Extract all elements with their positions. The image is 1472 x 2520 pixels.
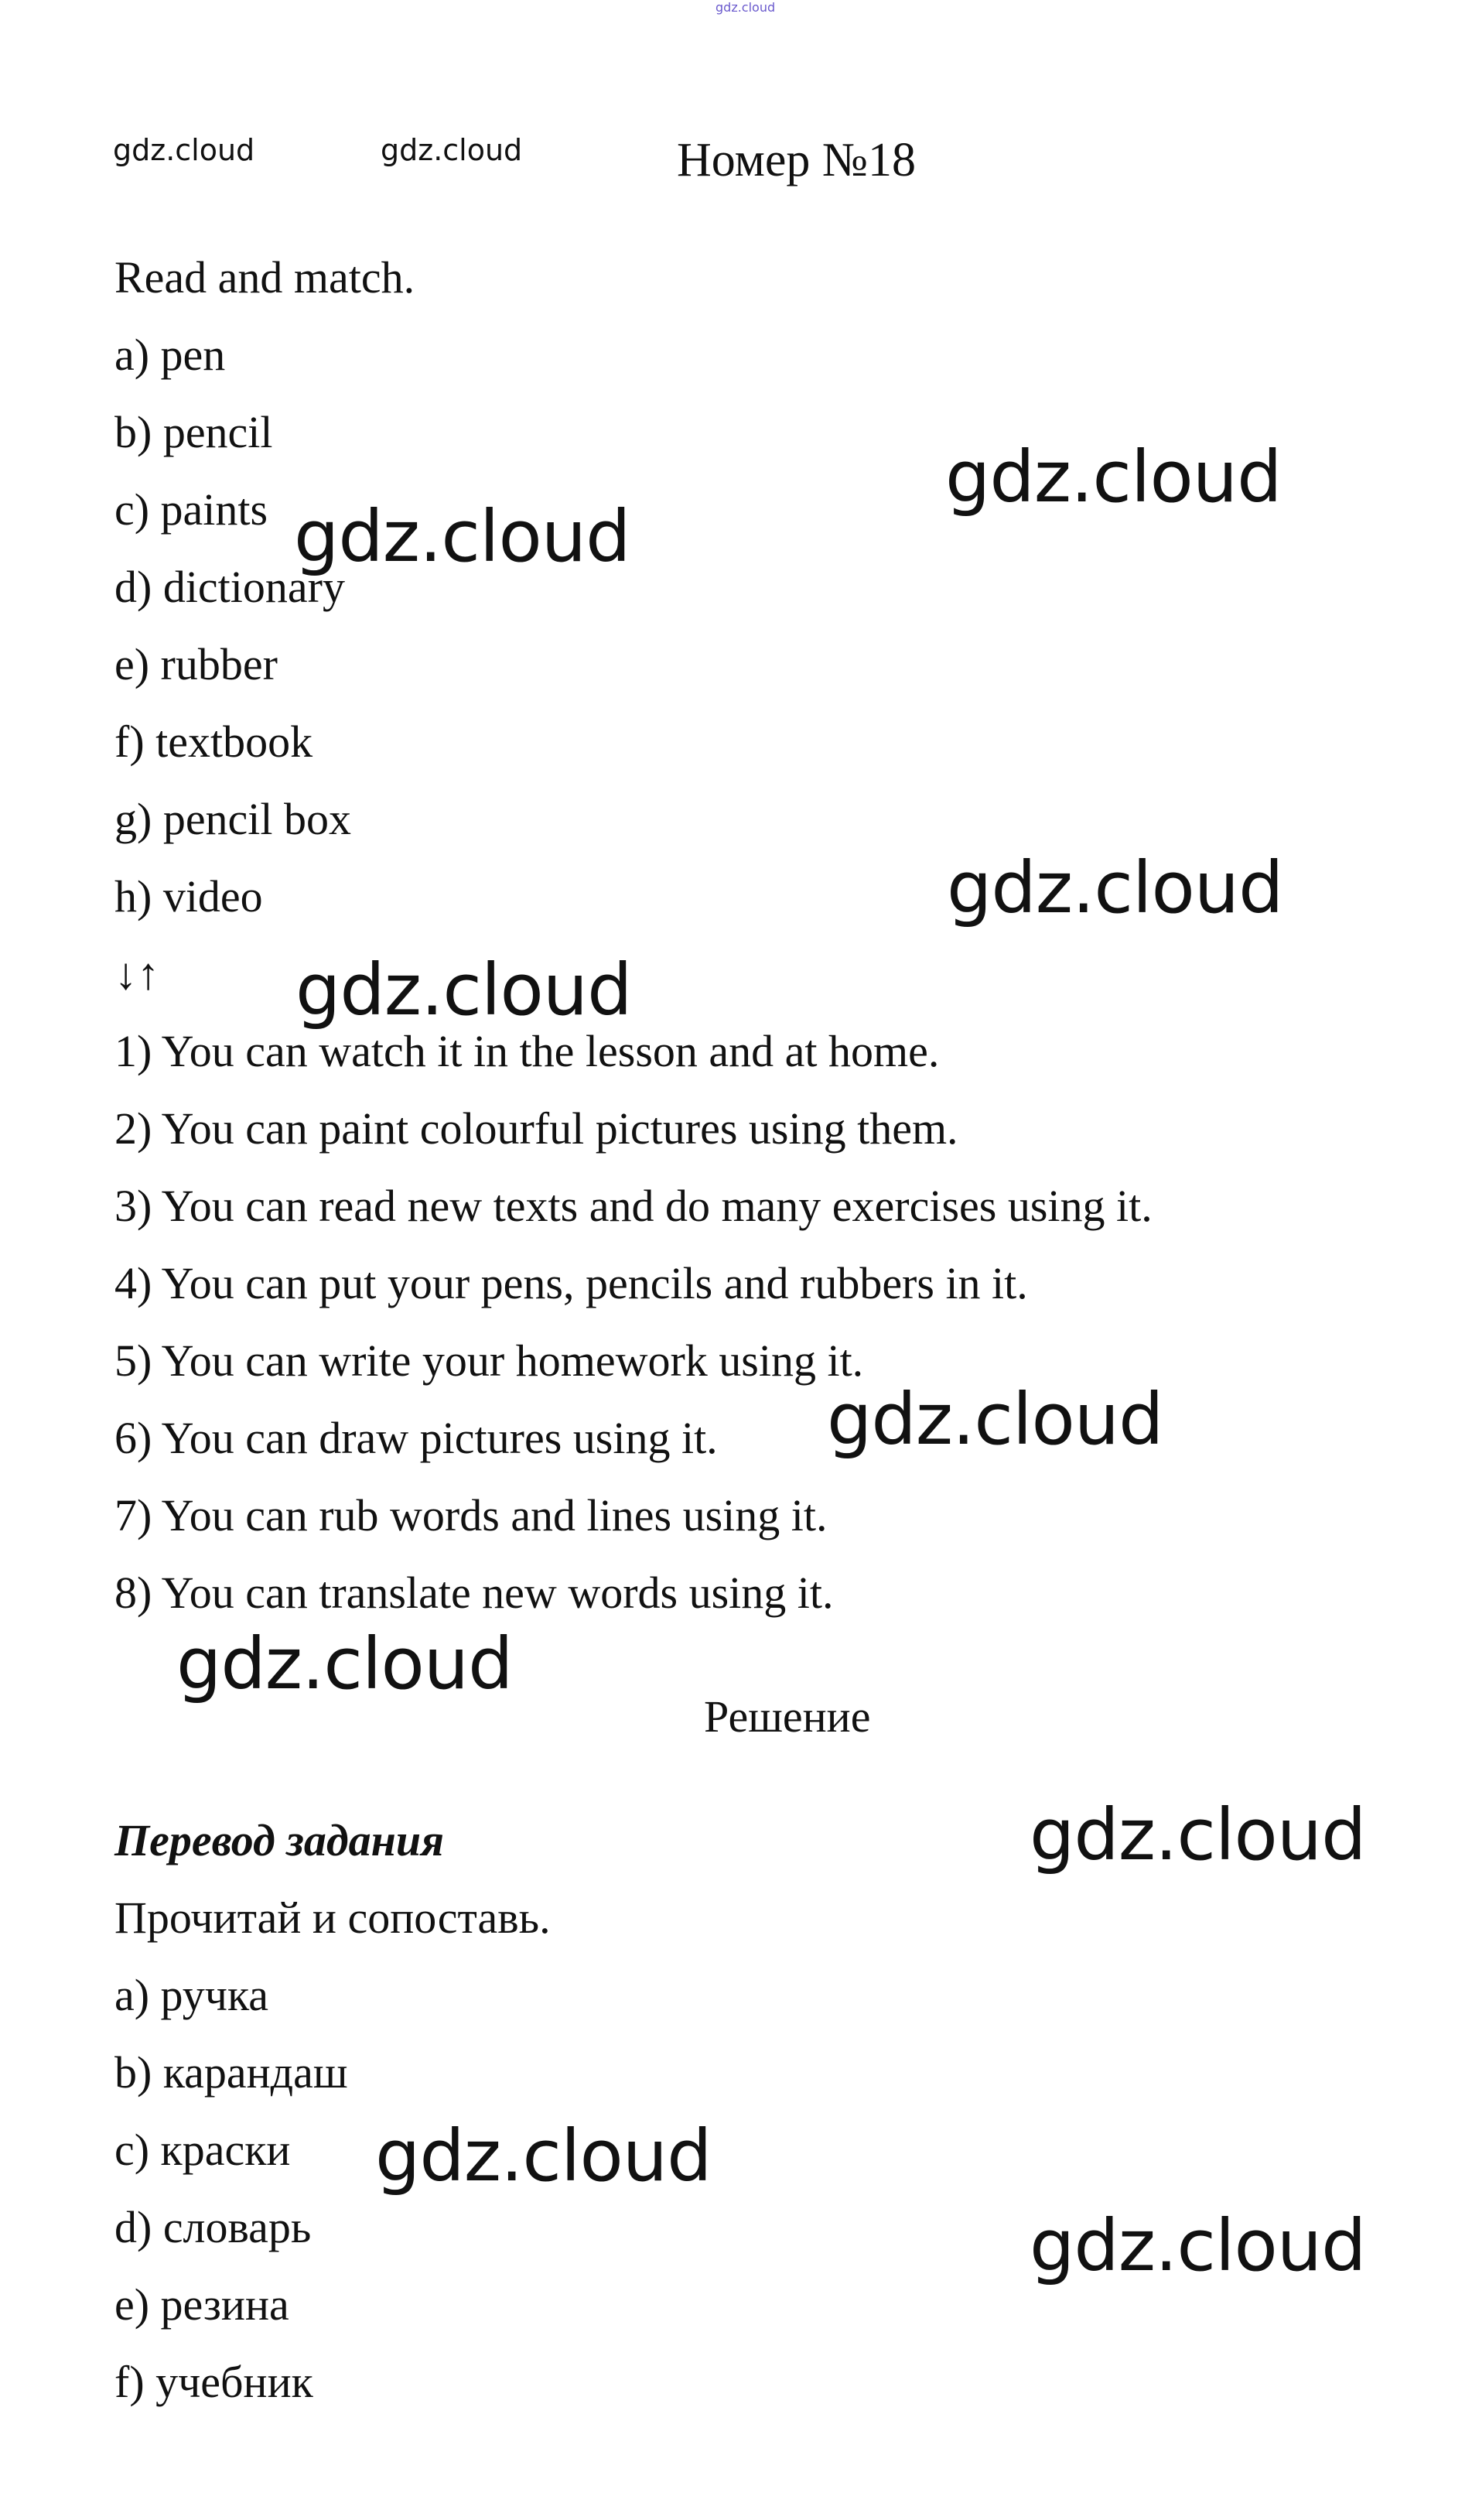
translation-word-item: f) учебник — [114, 2357, 313, 2407]
task-instruction: Read and match. — [114, 252, 415, 303]
watermark: gdz.cloud — [295, 949, 632, 1031]
translation-word-item: a) ручка — [114, 1970, 269, 2020]
translation-word-item: c) краски — [114, 2125, 291, 2175]
translation-word-item: d) словарь — [114, 2202, 312, 2252]
word-item: g) pencil box — [114, 794, 352, 844]
match-arrows: ↓↑ — [114, 949, 159, 999]
watermark-header-center: gdz.cloud — [381, 133, 523, 167]
sentence-item: 7) You can rub words and lines using it. — [114, 1490, 828, 1540]
watermark-top: gdz.cloud — [716, 0, 776, 15]
watermark: gdz.cloud — [947, 846, 1283, 929]
watermark: gdz.cloud — [945, 436, 1282, 518]
solution-heading: Решение — [704, 1691, 871, 1742]
watermark: gdz.cloud — [1030, 2204, 1366, 2287]
watermark-header-left: gdz.cloud — [113, 133, 255, 167]
watermark: gdz.cloud — [176, 1622, 513, 1705]
translation-instruction: Прочитай и сопоставь. — [114, 1893, 551, 1943]
word-item: f) textbook — [114, 716, 313, 767]
sentence-item: 8) You can translate new words using it. — [114, 1568, 834, 1618]
word-item: e) rubber — [114, 639, 278, 689]
watermark: gdz.cloud — [827, 1378, 1163, 1461]
watermark: gdz.cloud — [294, 495, 630, 578]
sentence-item: 4) You can put your pens, pencils and rubbers in it. — [114, 1258, 1028, 1308]
translation-word-item: b) карандаш — [114, 2047, 348, 2098]
sentence-item: 5) You can write your homework using it. — [114, 1335, 864, 1386]
watermark: gdz.cloud — [375, 2115, 712, 2197]
translation-word-item: e) резина — [114, 2279, 289, 2330]
translation-title: Перевод задания — [114, 1815, 444, 1865]
watermark: gdz.cloud — [1030, 1793, 1366, 1876]
word-item: h) video — [114, 871, 263, 921]
sentence-item: 2) You can paint colourful pictures using them. — [114, 1103, 958, 1154]
word-item: b) pencil — [114, 407, 273, 457]
sentence-item: 3) You can read new texts and do many exercises using it. — [114, 1181, 1153, 1231]
word-item: a) pen — [114, 330, 226, 380]
sentence-item: 6) You can draw pictures using it. — [114, 1413, 718, 1463]
word-item: c) paints — [114, 484, 268, 535]
sentence-item: 1) You can watch it in the lesson and at home. — [114, 1026, 940, 1076]
page-title: Номер №18 — [677, 134, 917, 186]
word-item: d) dictionary — [114, 562, 345, 612]
